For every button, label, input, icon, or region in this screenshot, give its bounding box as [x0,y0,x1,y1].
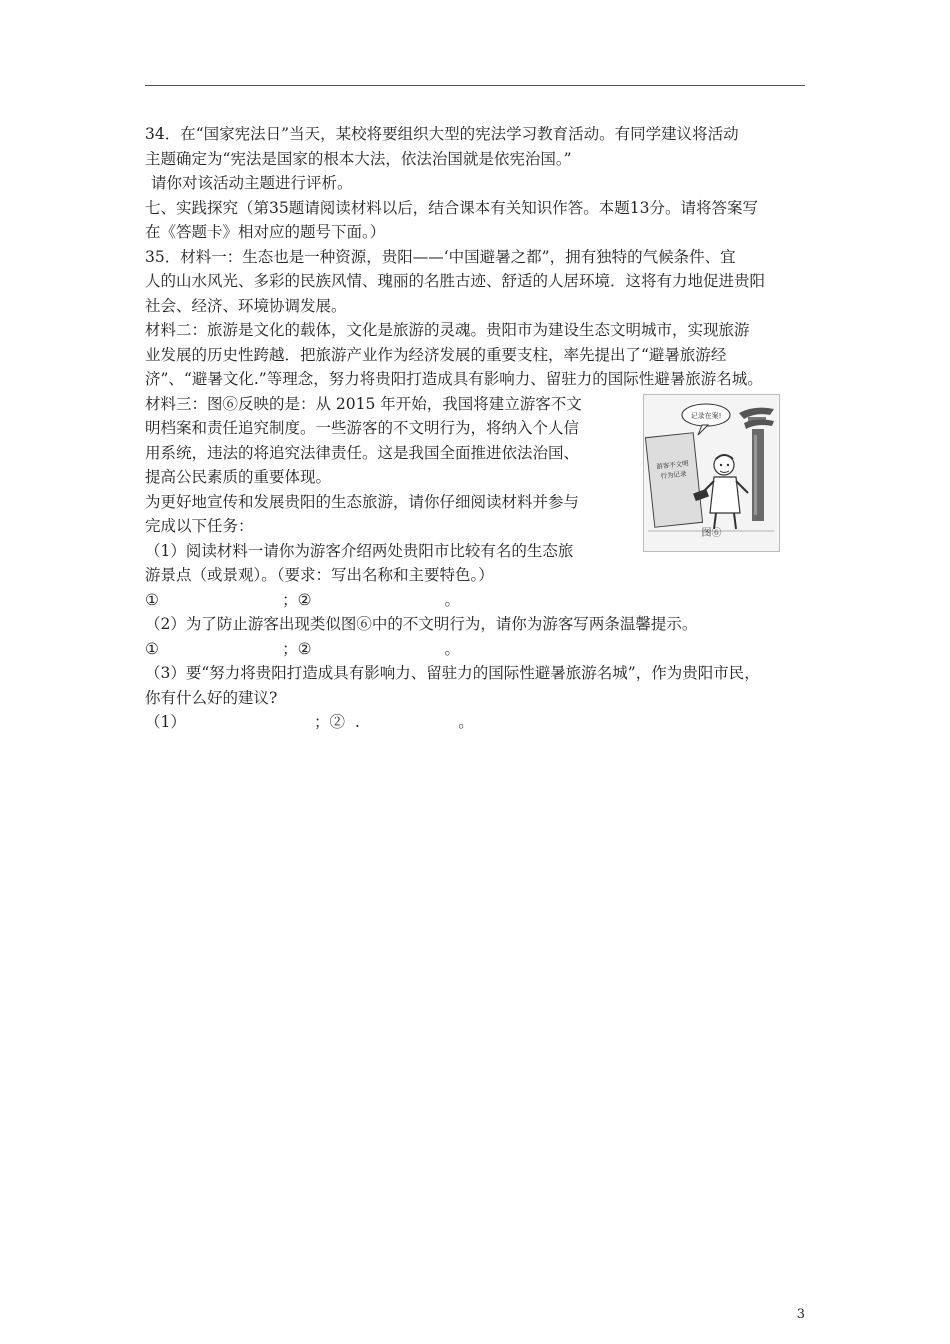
q34-line-3: 请你对该活动主题进行评析。 [151,174,353,192]
material3-line-4: 提高公民素质的重要体现。 [145,468,332,486]
task2-answer-line: ① ；② 。 [145,639,460,658]
header-rule [145,85,805,86]
task1-answer-line: ① ；② 。 [145,590,460,609]
material2-line-1: 材料二：旅游是文化的载体，文化是旅游的灵魂。贵阳市为建设生态文明城市，实现旅游 [145,321,750,339]
task1-line-2: 游景点（或景观）。（要求：写出名称和主要特色。） [145,566,494,584]
task3-line-2: 你有什么好的建议? [145,688,278,707]
task1-line-1: （1）阅读材料一请你为游客介绍两处贵阳市比较有名的生态旅 [145,541,574,560]
material2-line-2: 业发展的历史性跨越．把旅游产业作为经济发展的重要支柱，率先提出了“避暑旅游经 [145,345,727,364]
task-intro-line-1: 为更好地宣传和发展贵阳的生态旅游，请你仔细阅读材料并参与 [145,492,580,511]
material2-line-3: 济”、“避暑文化.”等理念，努力将贵阳打造成具有影响力、留驻力的国际性避暑旅游名城。 [145,370,763,388]
material1-line-3: 社会、经济、环境协调发展。 [145,296,347,315]
task-intro-line-2: 完成以下任务： [145,517,254,535]
section7-line-2: 在《答题卡》相对应的题号下面。） [145,223,386,241]
document-body [145,122,810,735]
task3-line-1: （3）要“努力将贵阳打造成具有影响力、留驻力的国际性避暑旅游名城”，作为贵阳市民， [145,664,760,682]
bubble-text: 记录在案! [690,411,722,420]
material3-line-1: 材料三：图⑥反映的是：从 2015 年开始，我国将建立游客不文 [145,394,582,413]
board-text-1: 游客不文明 [655,458,690,471]
task3-answer-line: （1） ；② . 。 [145,713,474,731]
q34-line-1: 34．在“国家宪法日”当天，某校将要组织大型的宪法学习教育活动。有同学建议将活动 [145,125,739,143]
material1-line-1: 35．材料一：生态也是一种资源，贵阳——‘中国避暑之都”，拥有独特的气候条件、宜 [145,247,736,266]
board-text-2: 行为记录 [660,469,687,480]
material3-block [145,392,810,588]
material1-line-2: 人的山水风光、多彩的民族风情、瑰丽的名胜古迹、舒适的人居环境．这将有力地促进贵阳 [145,272,766,290]
material3-line-3: 用系统，违法的将追究法律责任。这是我国全面推进依法治国、 [145,443,580,462]
q34-line-2: 主题确定为“宪法是国家的根本大法，依法治国就是依宪治国。” [145,149,572,168]
section7-line-1: 七、实践探究（第35题请阅读材料以后，结合课本有关知识作答。本题13分。请将答案写 [145,198,758,217]
task2-line: （2）为了防止游客出现类似图⑥中的不文明行为，请你为游客写两条温馨提示。 [145,615,698,633]
cartoon-figure [643,394,780,552]
page-number: 3 [796,1307,805,1322]
material3-line-2: 明档案和责任追究制度。一些游客的不文明行为，将纳入个人信 [145,419,580,437]
figure-caption: 图⑥ [701,528,722,539]
